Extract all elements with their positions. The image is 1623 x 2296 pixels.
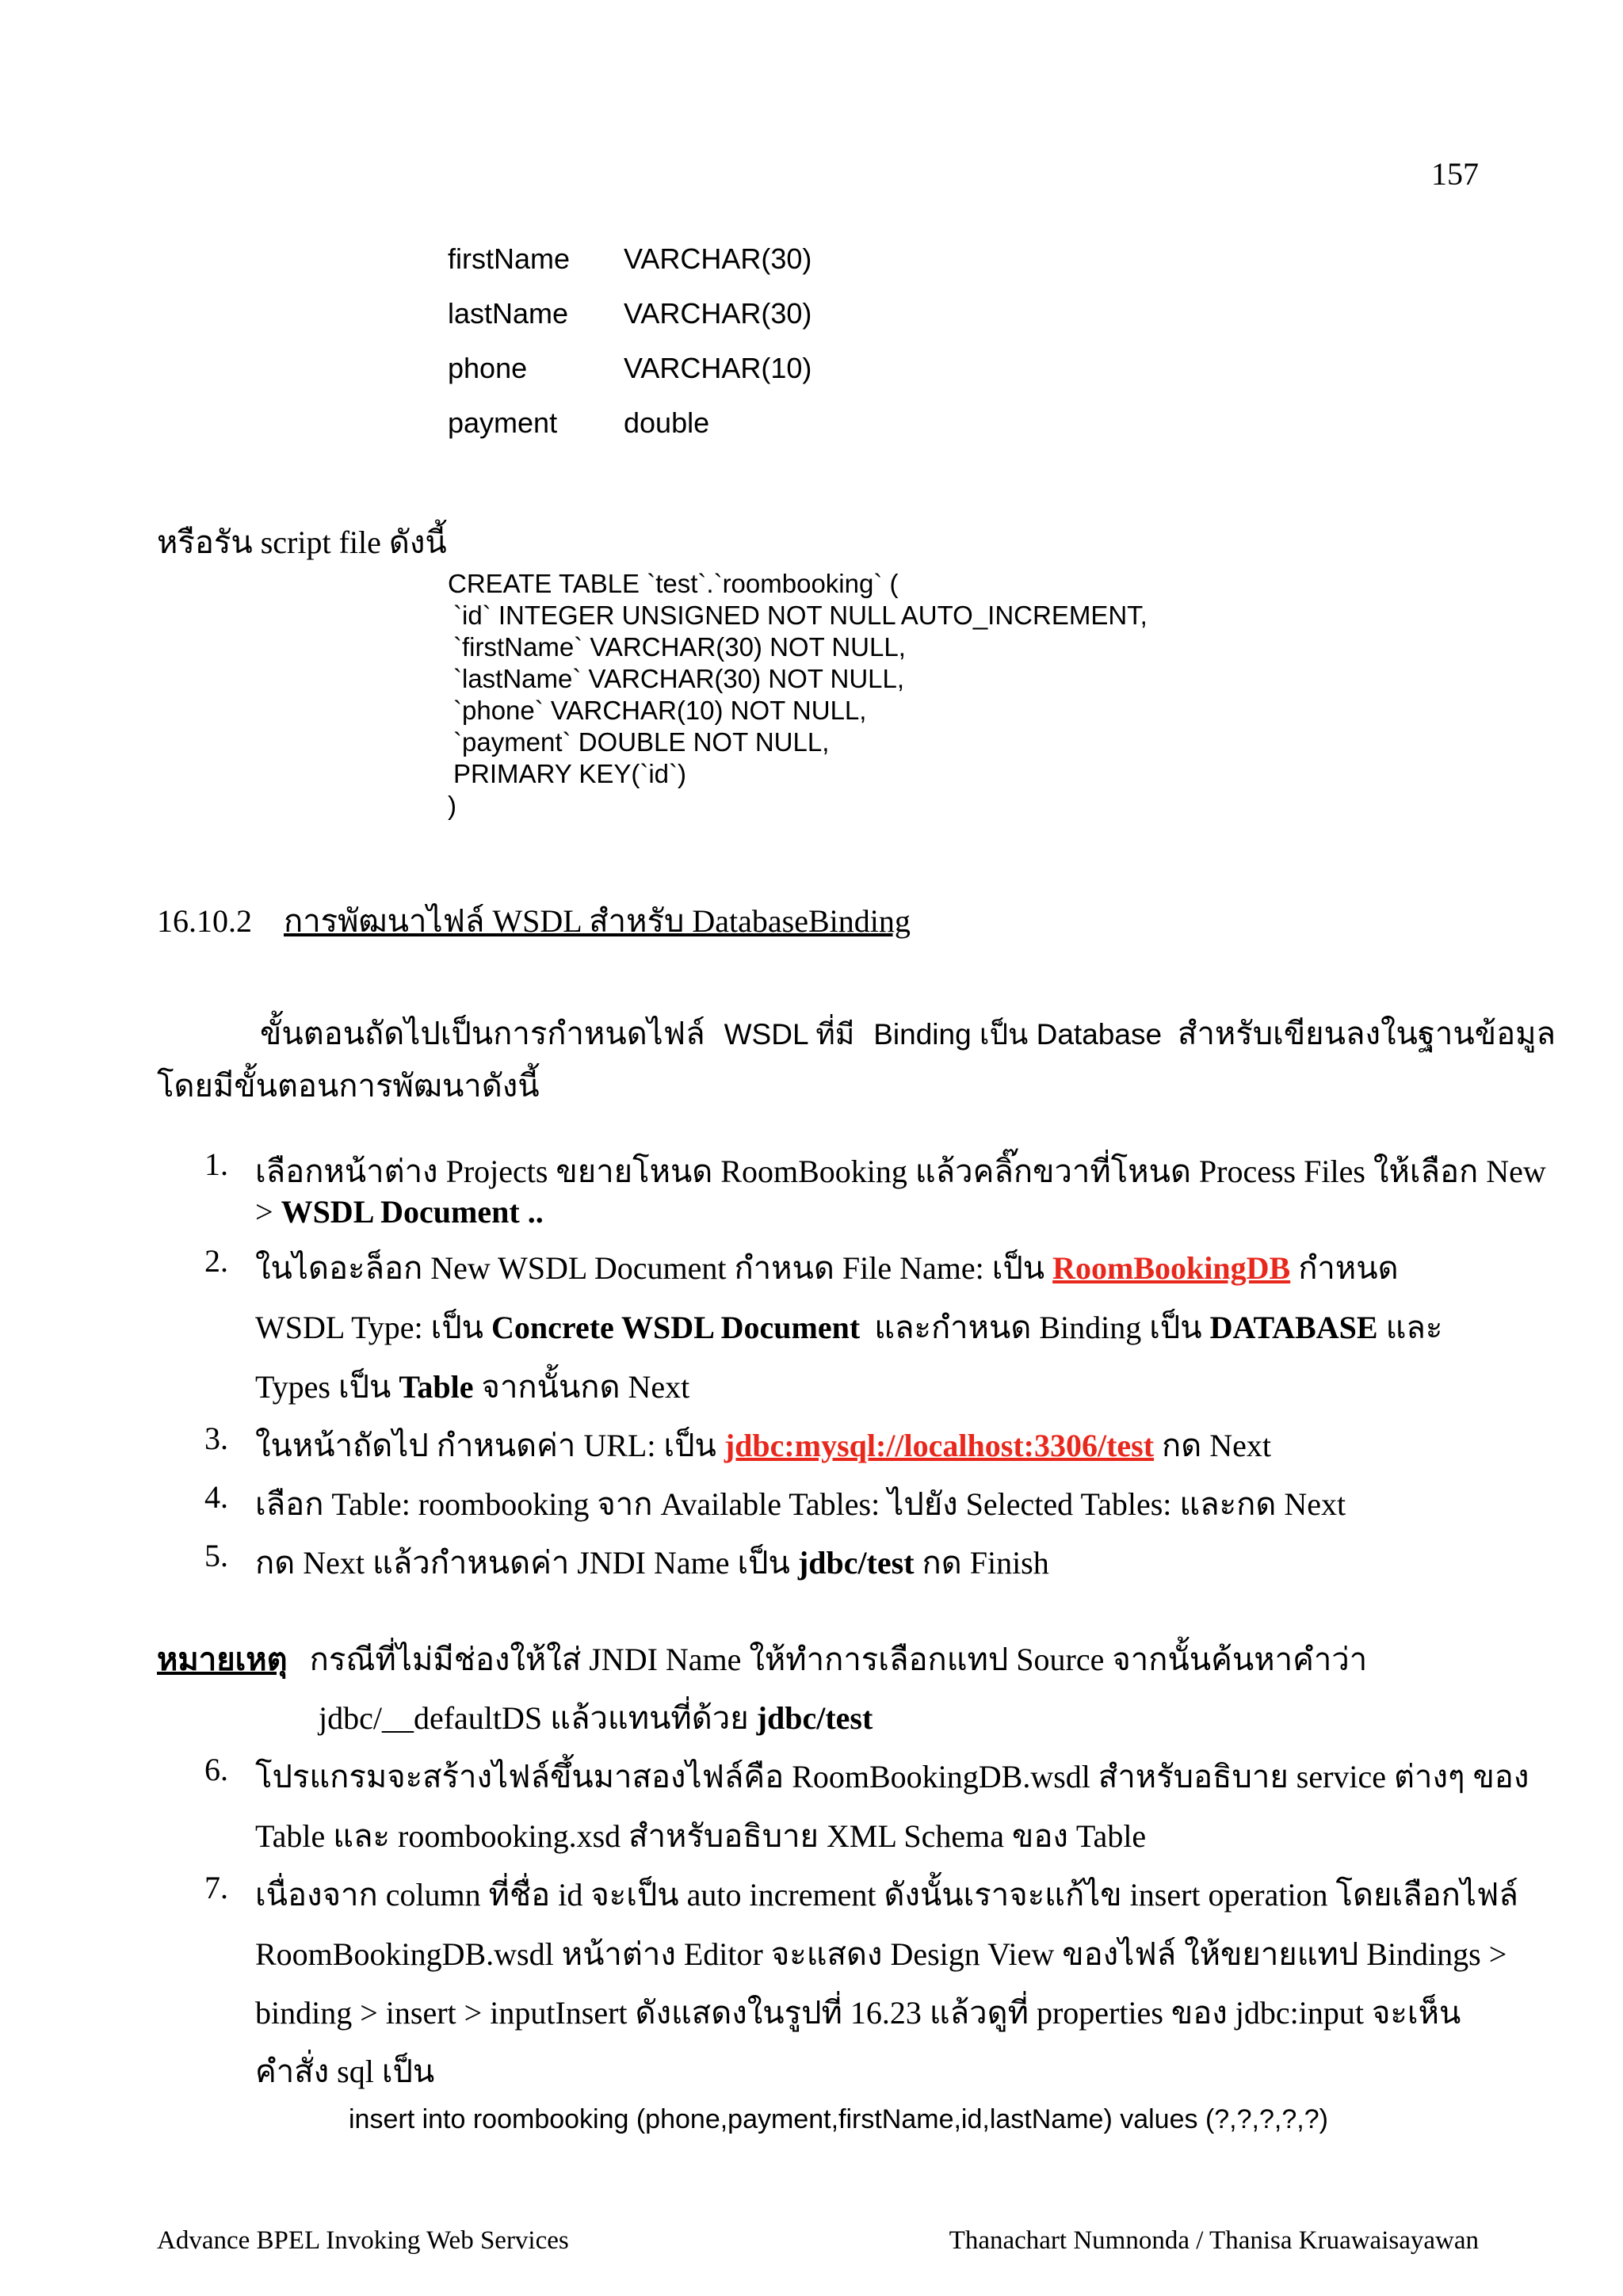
step-4-line: เลือก Table: roombooking จาก Available Tables: ไปยัง Selected Tables: และกด Next [255,1486,1346,1522]
script-line: `payment` DOUBLE NOT NULL, [453,727,830,757]
step-number: 3. [204,1421,228,1456]
step-text: กด Next [1162,1428,1271,1463]
footer-right: Thanachart Numnonda / Thanisa Kruawaisayawan [949,2226,1479,2255]
step-bold-text: Concrete WSDL Document [491,1310,861,1345]
sql-statement: insert into roombooking (phone,payment,firstName,id,lastName) values (?,?,?,?,?) [349,2104,1328,2134]
note-text: กรณีที่ไม่มีช่องให้ใส่ JNDI Name ให้ทำการเลือกแทป Source จากนั้นค้นหาคำว่า [309,1642,1368,1677]
step-1-line-1: เลือกหน้าต่าง Projects ขยายโหนด RoomBooking แล้วคลิ๊กขวาที่โหนด Process Files ให้เลือก New [255,1154,1546,1189]
step-text: ในหน้าถัดไป กำหนดค่า URL: เป็น [255,1428,716,1463]
filename-link[interactable]: RoomBookingDB [1052,1250,1291,1286]
field-type: VARCHAR(30) [624,242,812,275]
script-line: `id` INTEGER UNSIGNED NOT NULL AUTO_INCREMENT, [453,601,1148,630]
section-title: การพัฒนาไฟล์ WSDL สำหรับ DatabaseBinding [284,903,911,939]
intro-text-wsdl: WSDL ที่มี [724,1018,855,1051]
step-3-line [255,1420,1271,1470]
step-number: 2. [204,1243,228,1279]
step-text: และ [1385,1310,1443,1345]
step-6-line-1: โปรแกรมจะสร้างไฟล์ขึ้นมาสองไฟล์คือ RoomBookingDB.wsdl สำหรับอธิบาย service ต่างๆ ของ [255,1759,1529,1794]
jdbc-url-link[interactable]: jdbc:mysql://localhost:3306/test [724,1428,1155,1463]
script-line: CREATE TABLE `test`.`roombooking` ( [448,569,899,598]
field-type: double [624,406,710,439]
note-line-2 [319,1692,873,1743]
intro-text-binding: Binding เป็น Database [873,1018,1163,1051]
step-7-line-3: binding > insert > inputInsert ดังแสดงในรูปที่ 16.23 แล้วดูที่ properties ของ jdbc:input จะเห็น [255,1995,1461,2031]
step-bold-text: Table [399,1369,474,1405]
step-text: > [255,1194,273,1230]
field-name: firstName [448,242,571,275]
note-label: หมายเหตุ [157,1642,288,1677]
step-text: กด Next แล้วกำหนดค่า JNDI Name เป็น [255,1545,790,1581]
intro-text: สำหรับเขียนลงในฐานข้อมูล [1178,1016,1556,1051]
section-heading [157,895,911,946]
step-2-line-1 [255,1242,1399,1293]
step-7-line-1: เนื่องจาก column ที่ชื่อ id จะเป็น auto increment ดังนั้นเราจะแก้ไข insert operation โดยเลือกไฟล์ [255,1877,1518,1913]
script-intro: หรือรัน script file ดังนี้ [157,524,447,560]
step-bold-text: WSDL Document .. [281,1194,544,1230]
step-text: Types เป็น [255,1369,391,1405]
note-text: jdbc/__defaultDS แล้วแทนที่ด้วย [319,1700,749,1736]
field-name: payment [448,406,558,439]
note-line-1 [157,1634,1367,1684]
step-number: 1. [204,1146,228,1182]
script-line: `firstName` VARCHAR(30) NOT NULL, [453,632,906,662]
note-bold-text: jdbc/test [756,1700,873,1736]
script-line: `lastName` VARCHAR(30) NOT NULL, [453,664,905,693]
step-7-line-4: คำสั่ง sql เป็น [255,2054,435,2089]
step-6-line-2: Table และ roombooking.xsd สำหรับอธิบาย XML Schema ของ Table [255,1818,1147,1854]
step-text: กด Finish [922,1545,1049,1581]
section-number: 16.10.2 [157,903,252,939]
field-type: VARCHAR(30) [624,297,812,330]
step-number: 7. [204,1870,228,1905]
script-line: PRIMARY KEY(`id`) [453,759,687,788]
step-2-line-2 [255,1302,1442,1352]
step-text: ในไดอะล็อก New WSDL Document กำหนด File Name: เป็น [255,1250,1045,1286]
step-text: WSDL Type: เป็น [255,1310,484,1345]
step-5-line [255,1537,1049,1588]
step-2-line-3 [255,1361,689,1412]
intro-line-2: โดยมีขั้นตอนการพัฒนาดังนี้ [157,1068,540,1104]
intro-text: ขั้นตอนถัดไปเป็นการกำหนดไฟล์ [260,1016,705,1051]
intro-line-1 [260,1008,1556,1058]
script-line: ) [448,791,456,820]
step-7-line-2: RoomBookingDB.wsdl หน้าต่าง Editor จะแสดง Design View ของไฟล์ ให้ขยายแทป Bindings > [255,1936,1507,1972]
field-type: VARCHAR(10) [624,352,812,384]
step-number: 6. [204,1752,228,1787]
script-line: `phone` VARCHAR(10) NOT NULL, [453,696,867,725]
step-text: กำหนด [1298,1250,1399,1286]
field-name: lastName [448,297,569,330]
step-text: และกำหนด Binding เป็น [874,1310,1202,1345]
footer-left: Advance BPEL Invoking Web Services [157,2226,569,2255]
step-number: 5. [204,1538,228,1573]
step-number: 4. [204,1479,228,1515]
step-text: จากนั้นกด Next [481,1369,690,1405]
step-bold-text: DATABASE [1209,1310,1378,1345]
step-bold-text: jdbc/test [797,1545,915,1581]
field-name: phone [448,352,528,384]
step-1-line-2 [255,1193,544,1230]
page-number: 157 [1431,156,1479,192]
